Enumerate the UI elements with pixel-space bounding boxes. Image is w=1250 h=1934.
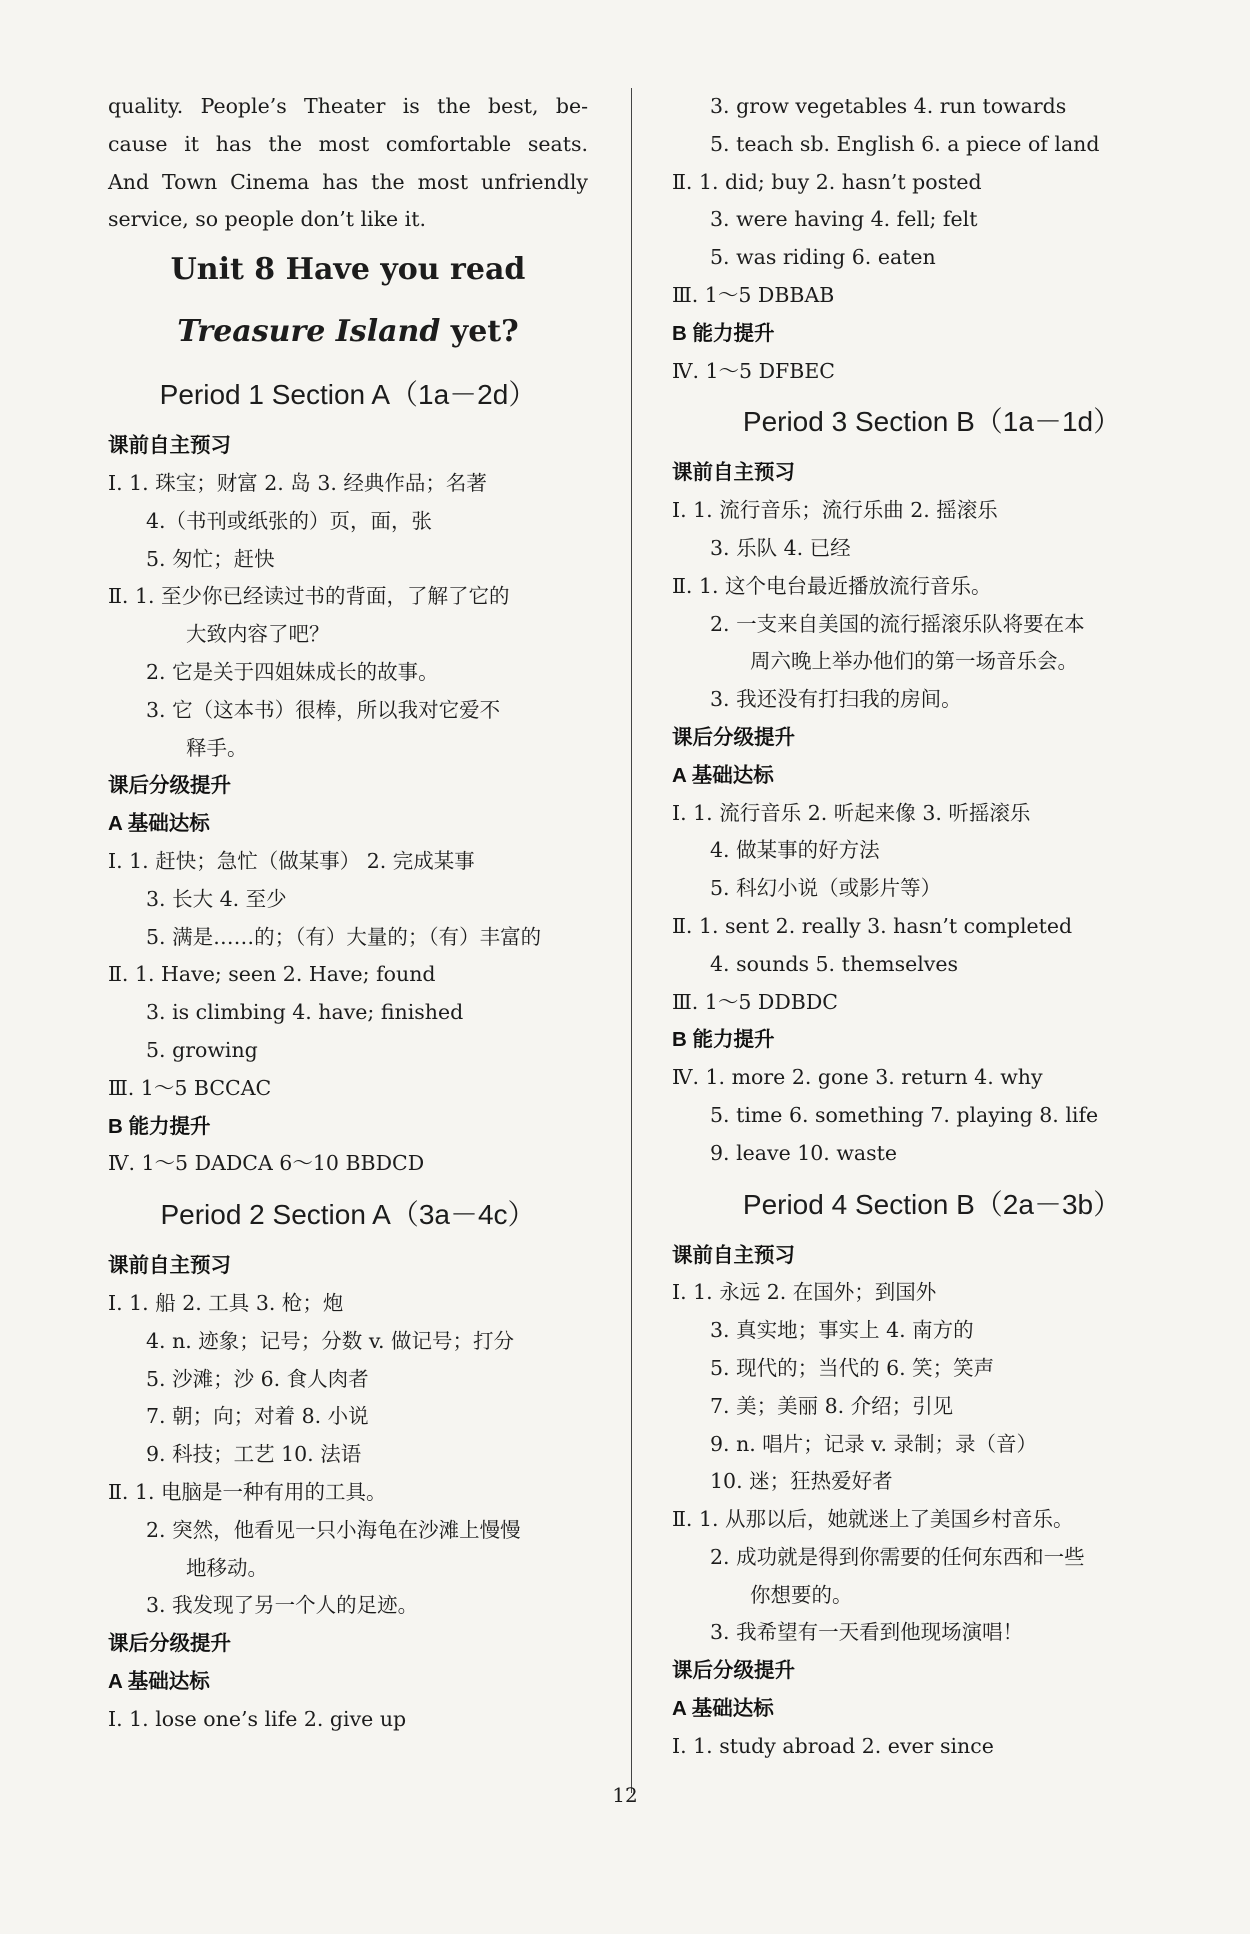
answer-line: Ⅱ. 1. Have; seen 2. Have; found bbox=[108, 962, 436, 987]
answer-line: Ⅳ. 1～5 DFBEC bbox=[672, 358, 835, 383]
section-heading: 课后分级提升 bbox=[108, 774, 231, 798]
answer-line: Ⅰ. 1. 流行音乐；流行乐曲 2. 摇滚乐 bbox=[672, 498, 998, 523]
answer-line: Ⅰ. 1. 珠宝；财富 2. 岛 3. 经典作品；名著 bbox=[108, 470, 487, 495]
answer-line: 5. 满是……的；（有）大量的；（有）丰富的 bbox=[146, 924, 542, 949]
left-column bbox=[108, 88, 588, 1738]
answer-line: Ⅱ. 1. 至少你已经读过书的背面，了解了它的 bbox=[108, 584, 510, 609]
period-heading: Period 2 Section A（3a－4c） bbox=[160, 1199, 536, 1231]
answer-line: 7. 美；美丽 8. 介绍；引见 bbox=[710, 1393, 954, 1418]
answer-line: Ⅰ. 1. lose one’s life 2. give up bbox=[108, 1706, 407, 1731]
answer-line: Ⅱ. 1. did; buy 2. hasn’t posted bbox=[672, 169, 982, 194]
answer-line: 2. 一支来自美国的流行摇滚乐队将要在本 bbox=[710, 611, 1085, 636]
answer-line: 10. 迷；狂热爱好者 bbox=[710, 1469, 893, 1494]
answer-line: 5. was riding 6. eaten bbox=[710, 245, 936, 270]
period-heading: Period 1 Section A（1a－2d） bbox=[159, 379, 537, 411]
answer-line: 地移动。 bbox=[186, 1555, 268, 1580]
section-heading: 课前自主预习 bbox=[108, 434, 231, 458]
answer-line: Ⅲ. 1～5 DBBAB bbox=[672, 282, 835, 307]
answer-line: 5. 现代的；当代的 6. 笑；笑声 bbox=[710, 1355, 995, 1380]
answer-line: Ⅱ. 1. 从那以后，她就迷上了美国乡村音乐。 bbox=[672, 1507, 1074, 1532]
answer-line: 周六晚上举办他们的第一场音乐会。 bbox=[750, 649, 1078, 674]
answer-line: 5. 科幻小说（或影片等） bbox=[710, 876, 942, 901]
section-heading: A 基础达标 bbox=[672, 1697, 774, 1721]
answer-line: 9. 科技；工艺 10. 法语 bbox=[146, 1442, 362, 1467]
unit-title: Unit 8 Have you read bbox=[170, 252, 526, 288]
right-column bbox=[672, 88, 1192, 1766]
answer-line: 4.（书刊或纸张的）页，面，张 bbox=[146, 508, 433, 533]
answer-line: 9. n. 唱片；记录 v. 录制；录（音） bbox=[710, 1431, 1038, 1456]
answer-line: 3. were having 4. fell; felt bbox=[710, 207, 978, 232]
answer-line: 2. 它是关于四姐妹成长的故事。 bbox=[146, 659, 439, 684]
unit-title-book bbox=[108, 301, 588, 363]
section-heading: A 基础达标 bbox=[108, 1669, 210, 1693]
answer-line: 2. 成功就是得到你需要的任何东西和一些 bbox=[710, 1544, 1085, 1569]
answer-line: Ⅰ. 1. study abroad 2. ever since bbox=[672, 1733, 994, 1758]
answer-line: Ⅰ. 1. 永远 2. 在国外；到国外 bbox=[672, 1280, 937, 1305]
answer-line: service, so people don’t like it. bbox=[108, 207, 426, 232]
answer-line: Ⅰ. 1. 流行音乐 2. 听起来像 3. 听摇滚乐 bbox=[672, 800, 1031, 825]
answer-line: Ⅱ. 1. 电脑是一种有用的工具。 bbox=[108, 1479, 387, 1504]
section-heading: A 基础达标 bbox=[108, 812, 210, 836]
answer-line: quality. People’s Theater is the best, be- bbox=[108, 94, 588, 118]
answer-line: 3. grow vegetables 4. run towards bbox=[710, 94, 1067, 118]
answer-line: Ⅳ. 1. more 2. gone 3. return 4. why bbox=[672, 1065, 1043, 1090]
answer-line: 5. growing bbox=[146, 1037, 258, 1062]
period-heading: Period 3 Section B（1a－1d） bbox=[742, 406, 1122, 438]
answer-line: 3. 我希望有一天看到他现场演唱！ bbox=[710, 1620, 1024, 1645]
page-number: 12 bbox=[612, 1783, 638, 1807]
answer-line: Ⅲ. 1～5 BCCAC bbox=[108, 1075, 272, 1100]
answer-line: 4. n. 迹象；记号；分数 v. 做记号；打分 bbox=[146, 1328, 515, 1353]
section-heading: B 能力提升 bbox=[672, 321, 775, 345]
section-heading: 课后分级提升 bbox=[672, 1659, 795, 1683]
answer-line: Ⅰ. 1. 赶快；急忙（做某事） 2. 完成某事 bbox=[108, 848, 475, 873]
answer-line: 2. 突然，他看见一只小海龟在沙滩上慢慢 bbox=[146, 1517, 521, 1542]
answer-line: cause it has the most comfortable seats. bbox=[108, 131, 588, 156]
section-heading: B 能力提升 bbox=[672, 1028, 775, 1052]
answer-line: Ⅳ. 1～5 DADCA 6～10 BBDCD bbox=[108, 1151, 425, 1176]
section-heading: 课前自主预习 bbox=[672, 1243, 795, 1267]
answer-line: Ⅲ. 1～5 DDBDC bbox=[672, 989, 838, 1014]
answer-line: 5. 匆忙；赶快 bbox=[146, 546, 275, 571]
answer-line: 3. 它（这本书）很棒，所以我对它爱不 bbox=[146, 697, 501, 722]
answer-line: Ⅰ. 1. 船 2. 工具 3. 枪；炮 bbox=[108, 1290, 344, 1315]
column-divider bbox=[631, 88, 632, 1793]
answer-line: 5. 沙滩；沙 6. 食人肉者 bbox=[146, 1366, 369, 1391]
section-heading: 课前自主预习 bbox=[108, 1254, 231, 1278]
answer-line: Ⅱ. 1. 这个电台最近播放流行音乐。 bbox=[672, 573, 992, 598]
section-heading: 课后分级提升 bbox=[672, 725, 795, 749]
answer-line: 4. 做某事的好方法 bbox=[710, 838, 880, 863]
unit-title-suffix: yet? bbox=[440, 314, 519, 350]
section-heading: A 基础达标 bbox=[672, 763, 774, 787]
answer-line: 3. 我还没有打扫我的房间。 bbox=[710, 687, 962, 712]
answer-line: And Town Cinema has the most unfriendly bbox=[108, 169, 588, 194]
period-heading: Period 4 Section B（2a－3b） bbox=[742, 1188, 1122, 1220]
section-heading: 课前自主预习 bbox=[672, 461, 795, 485]
answer-line: 3. 真实地；事实上 4. 南方的 bbox=[710, 1318, 974, 1343]
answer-line: 5. teach sb. English 6. a piece of land bbox=[710, 131, 1100, 156]
answer-line: 大致内容了吧？ bbox=[186, 622, 330, 647]
answer-line: 9. leave 10. waste bbox=[710, 1140, 897, 1165]
book-title: Treasure Island bbox=[177, 314, 441, 350]
answer-line: Ⅱ. 1. sent 2. really 3. hasn’t completed bbox=[672, 913, 1073, 938]
answer-line: 3. 长大 4. 至少 bbox=[146, 886, 287, 911]
answer-line: 3. 我发现了另一个人的足迹。 bbox=[146, 1593, 419, 1618]
answer-line: 3. is climbing 4. have; finished bbox=[146, 1000, 464, 1025]
answer-line: 释手。 bbox=[186, 735, 248, 760]
answer-line: 7. 朝；向；对着 8. 小说 bbox=[146, 1404, 369, 1429]
answer-line: 你想要的。 bbox=[750, 1582, 853, 1607]
section-heading: B 能力提升 bbox=[108, 1114, 211, 1138]
answer-line: 3. 乐队 4. 已经 bbox=[710, 535, 851, 560]
answer-line: 5. time 6. something 7. playing 8. life bbox=[710, 1102, 1099, 1127]
answer-line: 4. sounds 5. themselves bbox=[710, 951, 959, 976]
section-heading: 课后分级提升 bbox=[108, 1632, 231, 1656]
